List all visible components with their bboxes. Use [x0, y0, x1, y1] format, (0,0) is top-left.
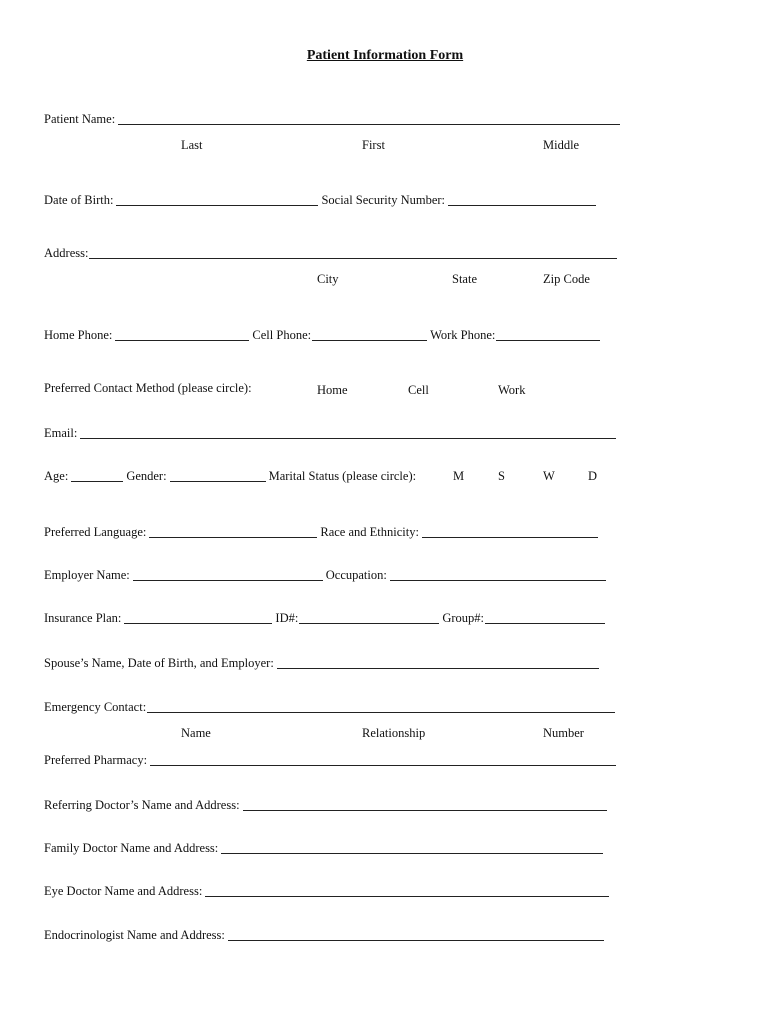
- occupation-label: Occupation:: [325, 568, 387, 582]
- patient-name-sub-first: First: [362, 138, 385, 152]
- patient-name-sub-middle: Middle: [543, 138, 580, 152]
- contact-option-cell[interactable]: Cell: [408, 383, 429, 397]
- language-label: Preferred Language:: [44, 525, 147, 539]
- family-doctor-label: Family Doctor Name and Address:: [44, 841, 219, 855]
- patient-name-sub-last: Last: [181, 138, 203, 152]
- home-phone-field[interactable]: [115, 326, 249, 341]
- work-phone-label: Work Phone:: [430, 328, 496, 342]
- contact-method-label: Preferred Contact Method (please circle):: [44, 381, 252, 395]
- dob-row: [44, 191, 599, 209]
- contact-method-row: [44, 381, 252, 399]
- address-field[interactable]: [89, 244, 617, 259]
- contact-option-home[interactable]: Home: [317, 383, 348, 397]
- pharmacy-row: [44, 751, 619, 769]
- pharmacy-label: Preferred Pharmacy:: [44, 753, 148, 767]
- endocrinologist-row: [44, 926, 607, 944]
- insurance-group-label: Group#:: [442, 611, 484, 625]
- race-ethnicity-label: Race and Ethnicity:: [320, 525, 419, 539]
- ssn-label: Social Security Number:: [321, 193, 446, 207]
- endocrinologist-label: Endocrinologist Name and Address:: [44, 928, 225, 942]
- patient-name-field[interactable]: [118, 110, 620, 125]
- ssn-field[interactable]: [448, 191, 596, 206]
- referring-doctor-row: [44, 796, 610, 814]
- age-field[interactable]: [71, 467, 123, 482]
- emergency-sub-relationship: Relationship: [362, 726, 426, 740]
- email-label: Email:: [44, 426, 78, 440]
- address-sub-state: State: [452, 272, 477, 286]
- pharmacy-field[interactable]: [150, 751, 616, 766]
- emergency-sub-number: Number: [543, 726, 584, 740]
- dob-label: Date of Birth:: [44, 193, 114, 207]
- address-row: [44, 244, 620, 262]
- eye-doctor-label: Eye Doctor Name and Address:: [44, 884, 203, 898]
- insurance-id-field[interactable]: [299, 609, 439, 624]
- email-field[interactable]: [80, 424, 616, 439]
- address-sub-zip: Zip Code: [543, 272, 590, 286]
- address-label: Address:: [44, 246, 89, 260]
- referring-doctor-field[interactable]: [243, 796, 607, 811]
- patient-name-label: Patient Name:: [44, 112, 116, 126]
- spouse-label: Spouse’s Name, Date of Birth, and Employer:: [44, 656, 274, 670]
- emergency-row: [44, 698, 618, 716]
- employment-row: [44, 566, 609, 584]
- marital-status-label: Marital Status (please circle):: [268, 469, 417, 483]
- language-field[interactable]: [149, 523, 317, 538]
- emergency-contact-field[interactable]: [147, 698, 615, 713]
- insurance-row: [44, 609, 608, 627]
- eye-doctor-field[interactable]: [205, 882, 609, 897]
- spouse-field[interactable]: [277, 654, 599, 669]
- emergency-contact-label: Emergency Contact:: [44, 700, 147, 714]
- marital-option-w[interactable]: W: [543, 469, 555, 483]
- patient-name-row: [44, 110, 623, 128]
- phones-row: [44, 326, 603, 344]
- emergency-sub-name: Name: [181, 726, 211, 740]
- referring-doctor-label: Referring Doctor’s Name and Address:: [44, 798, 240, 812]
- occupation-field[interactable]: [390, 566, 606, 581]
- marital-option-s[interactable]: S: [498, 469, 505, 483]
- contact-option-work[interactable]: Work: [498, 383, 526, 397]
- family-doctor-field[interactable]: [221, 839, 603, 854]
- language-row: [44, 523, 601, 541]
- dob-field[interactable]: [116, 191, 318, 206]
- age-label: Age:: [44, 469, 69, 483]
- cell-phone-label: Cell Phone:: [252, 328, 312, 342]
- employer-field[interactable]: [133, 566, 323, 581]
- form-title: Patient Information Form: [306, 48, 464, 63]
- gender-label: Gender:: [126, 469, 167, 483]
- family-doctor-row: [44, 839, 606, 857]
- eye-doctor-row: [44, 882, 612, 900]
- insurance-group-field[interactable]: [485, 609, 605, 624]
- endocrinologist-field[interactable]: [228, 926, 604, 941]
- insurance-plan-label: Insurance Plan:: [44, 611, 122, 625]
- insurance-id-label: ID#:: [275, 611, 299, 625]
- race-ethnicity-field[interactable]: [422, 523, 598, 538]
- insurance-plan-field[interactable]: [124, 609, 272, 624]
- demographics-row: [44, 467, 416, 485]
- address-sub-city: City: [317, 272, 339, 286]
- email-row: [44, 424, 619, 442]
- employer-label: Employer Name:: [44, 568, 130, 582]
- spouse-row: [44, 654, 602, 672]
- work-phone-field[interactable]: [496, 326, 600, 341]
- marital-option-m[interactable]: M: [453, 469, 465, 483]
- cell-phone-field[interactable]: [312, 326, 427, 341]
- marital-option-d[interactable]: D: [588, 469, 598, 483]
- gender-field[interactable]: [170, 467, 266, 482]
- home-phone-label: Home Phone:: [44, 328, 113, 342]
